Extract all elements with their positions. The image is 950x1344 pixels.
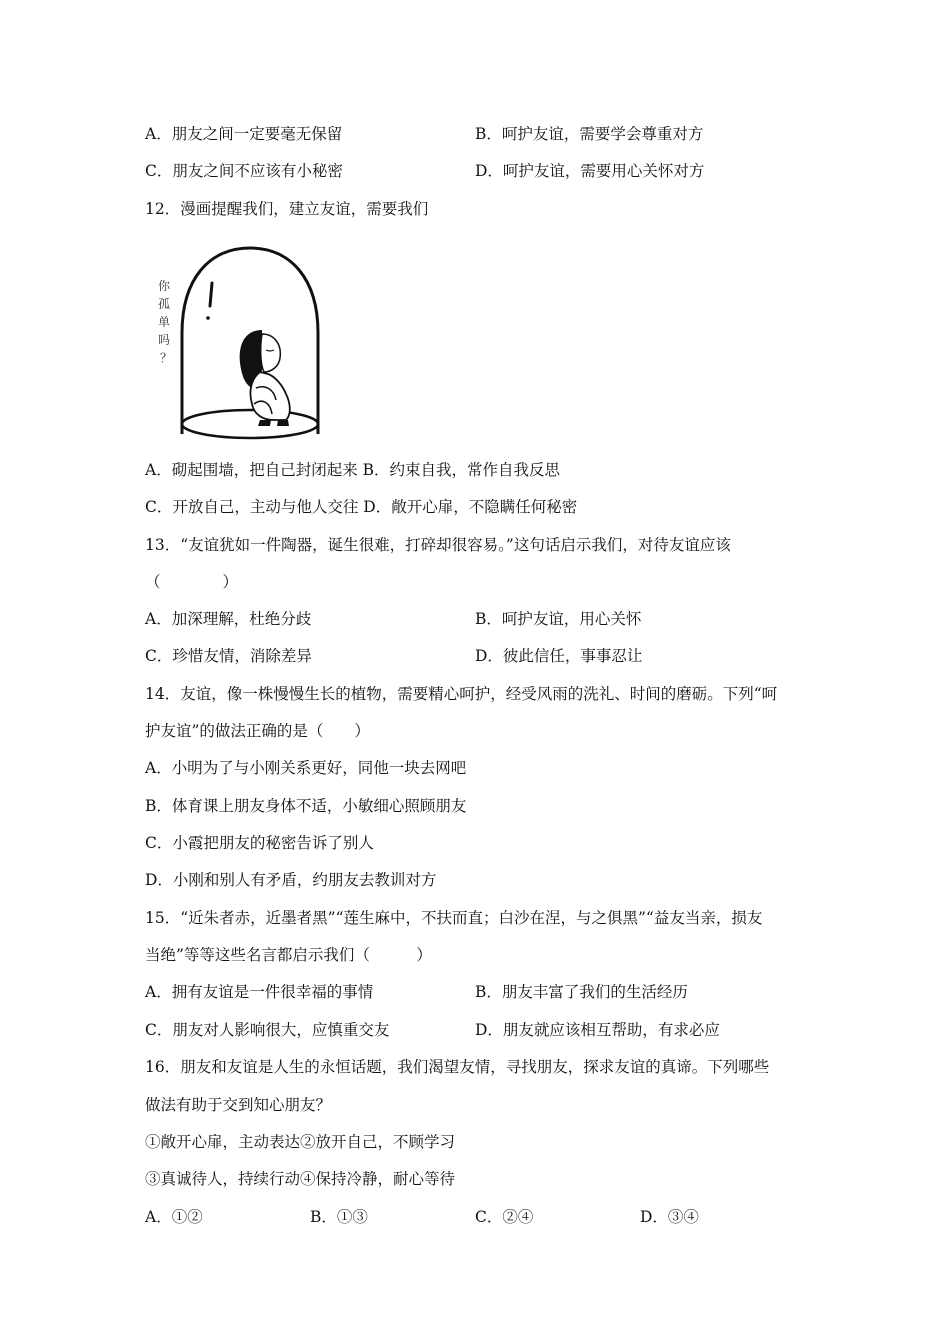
q13-stem-line1: 13．“友谊犹如一件陶器，诞生很难，打碎却很容易。”这句话启示我们，对待友谊应该 xyxy=(145,536,731,554)
dome-base-shape xyxy=(182,410,318,438)
lonely-girl-cartoon xyxy=(140,238,330,444)
q11-option-c: C．朋友之间不应该有小秘密 xyxy=(145,162,343,180)
q14-option-a: A．小明为了与小刚关系更好，同他一块去网吧 xyxy=(145,759,467,777)
q15-stem-line1: 15．“近朱者赤，近墨者黑”“莲生麻中，不扶而直；白沙在涅，与之俱黑”“益友当亲，损友 xyxy=(145,909,763,927)
cartoon-caption-char: 吗 xyxy=(158,333,171,347)
q15-option-c: C．朋友对人影响很大，应慎重交友 xyxy=(145,1021,390,1039)
q16-items-3-4: ③真诚待人，持续行动④保持冷静，耐心等待 xyxy=(145,1170,456,1188)
q13-option-d: D．彼此信任，事事忍让 xyxy=(475,647,643,665)
q16-items-1-2: ①敞开心扉，主动表达②放开自己，不顾学习 xyxy=(145,1133,456,1151)
q16-option-c: C．②④ xyxy=(475,1208,534,1226)
cartoon-caption-char: 你 xyxy=(158,279,171,293)
cartoon-caption-char: 孤 xyxy=(158,297,171,311)
q15-stem-line2: 当绝”等等这些名言都启示我们（ ） xyxy=(145,946,432,964)
q13-stem-line2: （ ） xyxy=(145,573,239,591)
q15-option-a: A．拥有友谊是一件很幸福的事情 xyxy=(145,983,374,1001)
q14-stem-line1: 14．友谊，像一株慢慢生长的植物，需要精心呵护，经受风雨的洗礼、时间的磨砺。下列“呵 xyxy=(145,685,778,703)
q16-option-b: B．①③ xyxy=(310,1208,368,1226)
q14-option-d: D．小刚和别人有矛盾，约朋友去教训对方 xyxy=(145,871,437,889)
q11-option-b: B．呵护友谊，需要学会尊重对方 xyxy=(475,125,704,143)
q15-option-d: D．朋友就应该相互帮助，有求必应 xyxy=(475,1021,720,1039)
q14-option-b: B．体育课上朋友身体不适，小敏细心照顾朋友 xyxy=(145,797,467,815)
cartoon-caption-char: 单 xyxy=(158,315,171,329)
q16-stem-line2: 做法有助于交到知心朋友？ xyxy=(145,1096,332,1114)
q11-option-d: D．呵护友谊，需要用心关怀对方 xyxy=(475,162,705,180)
q14-option-c: C．小霞把朋友的秘密告诉了别人 xyxy=(145,834,374,852)
q13-option-a: A．加深理解，杜绝分歧 xyxy=(145,610,312,628)
q13-option-b: B．呵护友谊，用心关怀 xyxy=(475,610,642,628)
q13-option-c: C．珍惜友情，消除差异 xyxy=(145,647,312,665)
q16-stem-line1: 16．朋友和友谊是人生的永恒话题，我们渴望友情，寻找朋友，探求友谊的真谛。下列哪些 xyxy=(145,1058,770,1076)
q14-stem-line2: 护友谊”的做法正确的是（ ） xyxy=(145,722,370,740)
q16-option-d: D．③④ xyxy=(640,1208,699,1226)
q12-options-ab: A．砌起围墙，把自己封闭起来 B．约束自我，常作自我反思 xyxy=(145,461,561,479)
q11-option-a: A．朋友之间一定要毫无保留 xyxy=(145,125,343,143)
q15-option-b: B．朋友丰富了我们的生活经历 xyxy=(475,983,688,1001)
q16-option-a: A．①② xyxy=(145,1208,203,1226)
girl-body-shape xyxy=(250,372,289,420)
cartoon-caption-char: ？ xyxy=(160,351,173,365)
q12-options-cd: C．开放自己，主动与他人交往 D．敞开心扉，不隐瞒任何秘密 xyxy=(145,498,578,516)
q12-stem: 12．漫画提醒我们，建立友谊，需要我们 xyxy=(145,200,429,218)
